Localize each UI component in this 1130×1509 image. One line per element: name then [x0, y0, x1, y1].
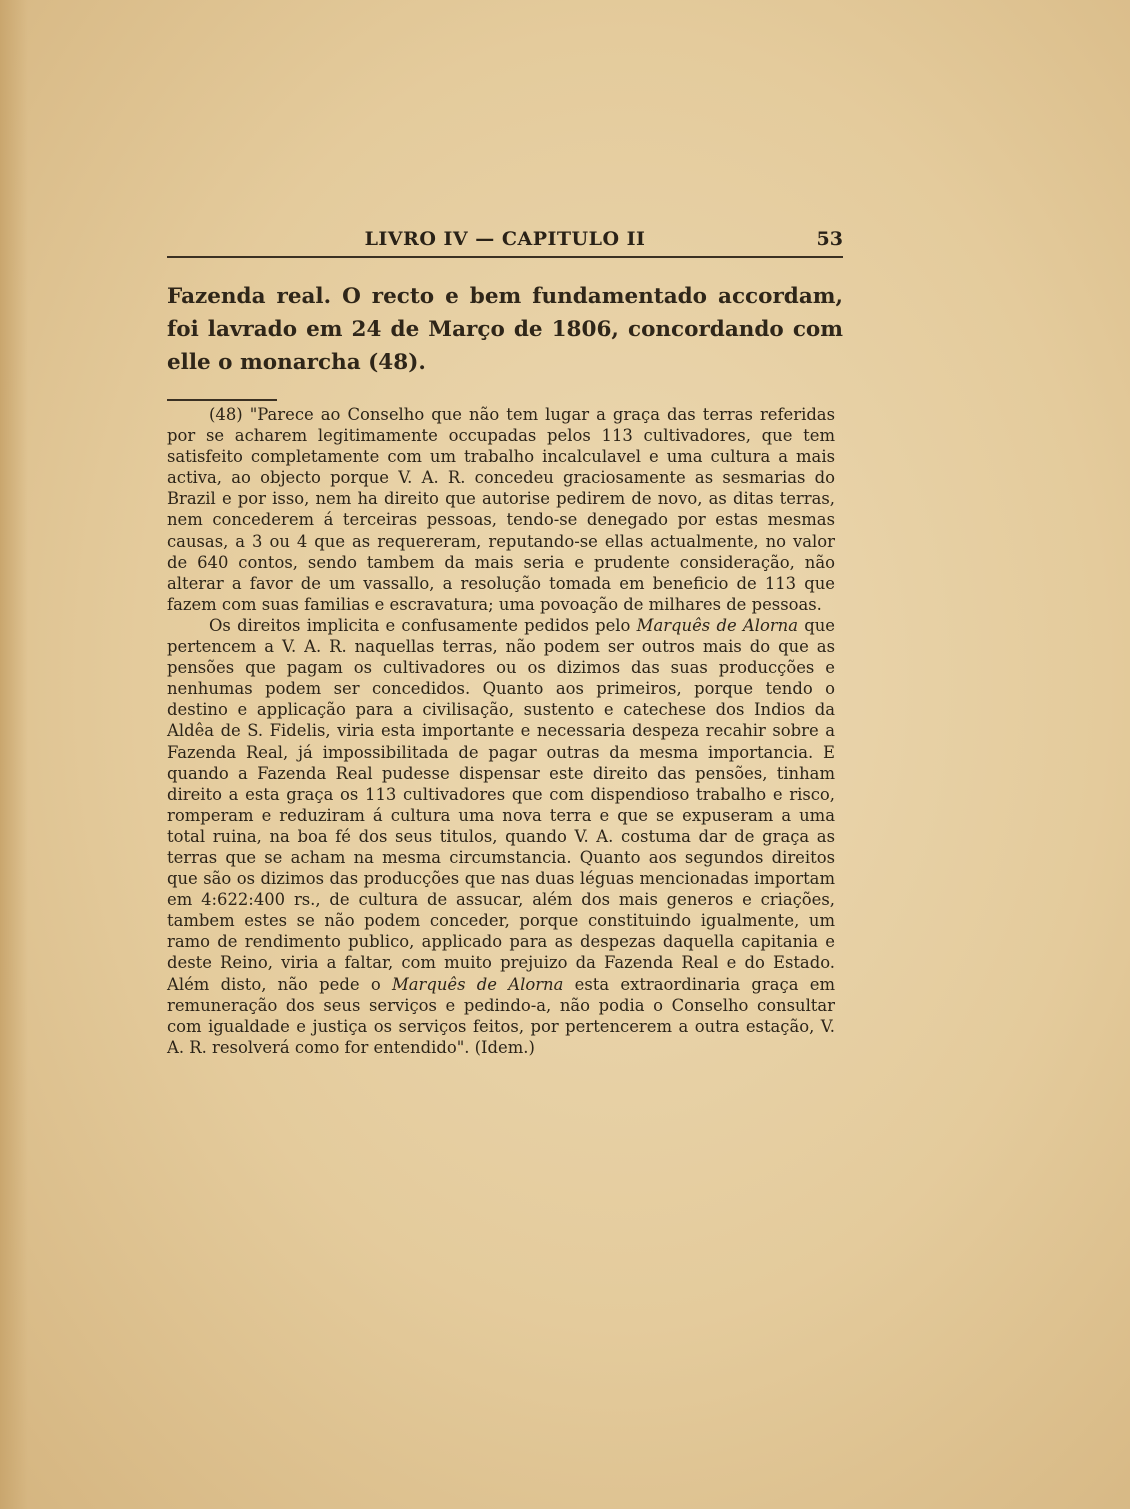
footnote-text: que pertencem a V. A. R. naquellas terras, não podem ser outros mais do que as pensões que pagam os cultivadores ou os dizimos das suas producções e nenhumas podem ser concedidos. Quanto aos primeiros, porque tendo o destino e applicação para a civilisação, sustento e catechese dos Indios da Aldêa de S. Fidelis, viria esta importante e necessaria despeza recahir sobre a Fazenda Real, já impossibilitada de pagar outras da mesma importancia. E quando a Fazenda Real pudesse dispensar este direito das pensões, tinham direito a esta graça os 113 cultivadores que com dispendioso trabalho e risco, romperam e reduziram á cultura uma nova terra e que se expuseram a uma total ruina, na boa fé dos seus titulos, quando V. A. costuma dar de graça as terras que se acham na mesma circumstancia. Quanto aos segundos direitos que são os dizimos das producções que nas duas léguas mencionadas importam em 4:622:400 rs., de cultura de assucar, além dos mais generos e criações, tambem estes se não podem conceder, porque constituindo igualmente, um ramo de rendimento publico, applicado para as despezas daquella capitania e deste Reino, viria a faltar, com muito prejuizo da Fazenda Real e do Estado. Além disto, não pede o — [167, 615, 835, 994]
footnote-text: Os direitos implicita e confusamente pedidos pelo — [209, 615, 637, 635]
page-number: 53 — [816, 228, 843, 250]
footnote-italic-name: Marquês de Alorna — [636, 615, 798, 635]
running-head — [167, 228, 843, 256]
page-edge-shadow — [0, 0, 28, 1509]
running-title: LIVRO IV — CAPITULO II — [364, 228, 646, 250]
footnote-text: esta extraordinaria graça em remuneração dos seus serviços e pedindo-a, não podia o Conselho consultar com igualdade e justiça os serviços feitos, por pertencerem a outra estação, V. A. R. resolverá como for entendido". (Idem.) — [167, 974, 835, 1057]
main-text: Fazenda real. O recto e bem fundamentado accordam, foi lavrado em 24 de Março de 1806, concordando com elle o monarcha (48). — [167, 284, 843, 375]
footnote-block — [167, 404, 835, 1058]
footnote-rule — [167, 399, 277, 401]
footnote-paragraph-1: (48) "Parece ao Conselho que não tem lugar a graça das terras referidas por se acharem legitimamente occupadas pelos 113 cultivadores, que tem satisfeito completamente com um trabalho incalculavel e uma cultura a mais activa, ao objecto porque V. A. R. concedeu graciosamente as sesmarias do Brazil e por isso, nem ha direito que autorise pedirem de novo, as ditas terras, nem concederem á terceiras pessoas, tendo-se denegado por estas mesmas causas, a 3 ou 4 que as requereram, reputando-se ellas actualmente, no valor de 640 contos, sendo tambem da mais seria e prudente consideração, não alterar a favor de um vassallo, a resolução tomada em beneficio de 113 que fazem com suas familias e escravatura; uma povoação de milhares de pessoas. — [167, 405, 835, 614]
footnote-paragraph-2 — [167, 615, 835, 1058]
footnote-italic-name: Marquês de Alorna — [391, 974, 564, 994]
header-rule — [167, 256, 843, 258]
